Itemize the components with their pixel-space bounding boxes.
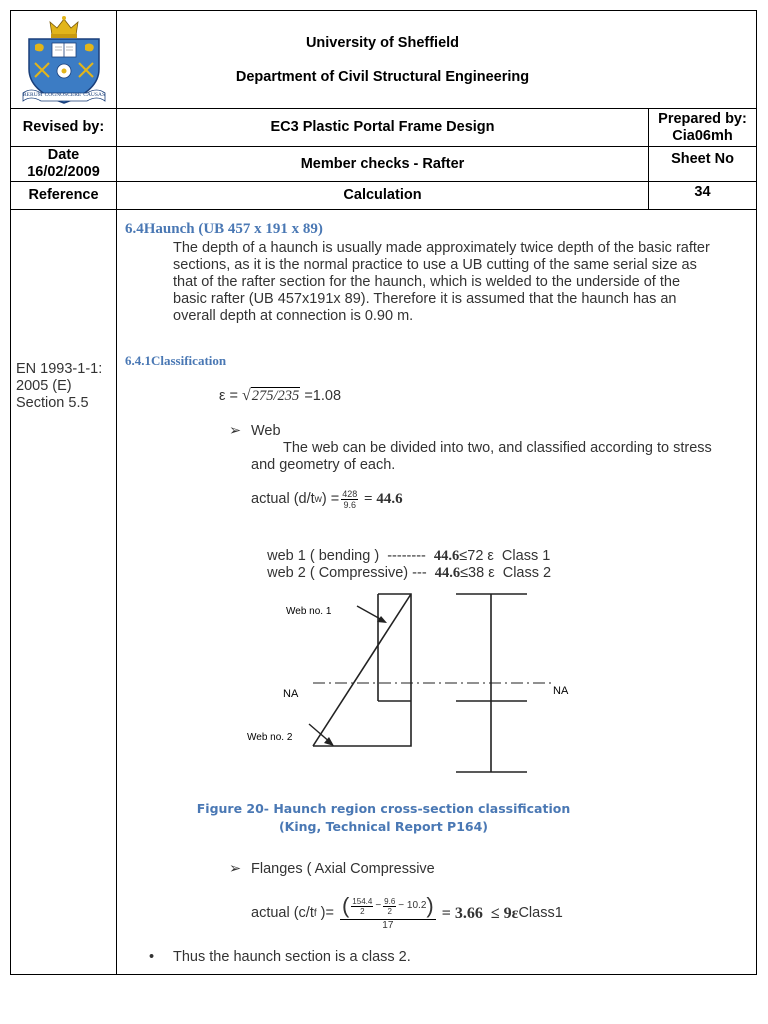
actual-ctf [251,895,563,932]
web-no-2-label: Web no. 2 [247,732,293,743]
calculation-sheet [10,10,757,975]
prepared-by-value: Cia06mh [672,127,733,144]
epsilon-result: =1.08 [300,388,342,404]
web-bullet [229,423,281,440]
prepared-by [649,109,756,146]
actual-ctf-label: actual (c/t [251,905,314,921]
arrow-bullet-icon: ➢ [229,861,242,877]
sheet-label: Sheet No [671,150,734,167]
subsection-heading [125,353,226,369]
intro-line: that of the rafter section for the haunch, which is welded to the underside of the [173,274,681,290]
web1-suffix: ≤72 ε Class 1 [459,548,551,564]
ctf-b-num: 9.6 [384,896,396,906]
intro-line: The depth of a haunch is usually made approximately twice depth of the basic rafter [173,240,710,256]
ctf-a-den: 2 [360,906,365,916]
flanges-bullet [229,861,435,878]
conclusion [149,949,411,966]
ctf-minus: − 10.2 [398,900,427,911]
motto-right: CAUSAS [83,92,105,98]
na-right-label: NA [553,685,569,697]
bullet-dot-icon: • [149,949,155,965]
dtw-fraction [341,489,358,510]
actual-ctf-sub: f [313,908,317,919]
ctf-numerator: ( $\frac{154.4}{2}$ − $\frac{9.6}{2}$ − 10.2 ) [341,893,434,918]
date-value: 16/02/2009 [27,164,100,180]
caption-line: (King, Technical Report P164) [278,819,489,834]
section-heading [125,221,323,238]
dtw-result: = 44.6 [360,491,403,507]
actual-dtw-label: actual (d/t [251,491,315,507]
na-left-label: NA [283,688,299,700]
actual-ctf-close: )= [316,905,334,921]
subsection-number: 6.4.1 [125,353,151,368]
date-cell [11,147,116,181]
department-name: Department of Civil Structural Engineering [235,68,530,85]
prepared-by-label: Prepared by: [658,110,747,127]
reference-label: Reference [28,187,99,203]
flanges-bullet-label: Flanges ( Axial Compressive [251,861,435,877]
caption-line: Figure 20- Haunch region cross-section classification [196,801,571,816]
document-title: EC3 Plastic Portal Frame Design [270,119,495,135]
dtw-denominator: 9.6 [343,500,356,510]
grid-line [116,209,117,974]
web-description [251,440,746,474]
section-number: 6.4 [125,221,144,237]
actual-dtw-close: ) = [321,491,340,507]
university-logo [21,13,107,107]
reference-line: EN 1993-1-1: [16,361,103,377]
dtw-numerator: 428 [342,489,358,499]
ctf-fraction [340,895,436,932]
intro-line: basic rafter (UB 457x191x 89). Therefore it is assumed that the haunch has an [173,291,677,307]
motto-left: RERUM [23,92,43,98]
epsilon-radicand: 275/235 [251,388,300,404]
stress-diagram [241,586,581,786]
web1-value: 44.6 [433,548,460,564]
sqrt-icon: √ [242,387,251,404]
intro-line: sections, as it is the normal practice to use a UB cutting of the same serial size as [173,257,697,273]
ctf-class: Class1 [518,905,563,921]
actual-dtw [251,489,403,510]
ctf-b-den: 2 [387,906,392,916]
web-line: The web can be divided into two, and classified according to stress [283,440,712,456]
conclusion-text: Thus the haunch section is a class 2. [173,949,411,965]
web2-value: 44.6 [434,565,461,581]
section-title: Haunch (UB 457 x 191 x 89) [143,221,323,237]
revised-by-label: Revised by: [22,119,105,135]
subject: Member checks - Rafter [300,155,465,172]
reference-line: Section 5.5 [16,395,89,411]
reference-text [16,361,116,412]
intro-paragraph [173,240,748,325]
web-no-1-label: Web no. 1 [286,606,332,617]
web1-prefix: web 1 ( bending ) -------- [267,548,434,564]
web2-suffix: ≤38 ε Class 2 [460,565,552,581]
epsilon-prefix: ε = [219,388,242,404]
web-bullet-label: Web [251,423,281,439]
figure-caption [161,801,606,834]
university-name: University of Sheffield [305,34,460,51]
motto-center: COGNOSCERE [44,92,82,98]
ctf-denominator: 17 [382,920,394,931]
intro-line: overall depth at connection is 0.90 m. [173,308,414,324]
reference-line: 2005 (E) [16,378,72,394]
web2-prefix: web 2 ( Compressive) --- [267,565,435,581]
arrow-bullet-icon: ➢ [229,423,242,439]
date-label: Date [47,147,80,163]
subsection-title: Classification [151,353,227,368]
calculation-label: Calculation [343,187,422,203]
web-line: and geometry of each. [251,457,396,473]
ctf-result: = 3.66 ≤ 9ε [441,905,519,922]
grid-line [11,209,756,210]
actual-dtw-sub: w [314,494,322,505]
sheet-number: 34 [694,184,711,200]
ctf-a-num: 154.4 [352,896,373,906]
epsilon-formula [219,387,341,405]
